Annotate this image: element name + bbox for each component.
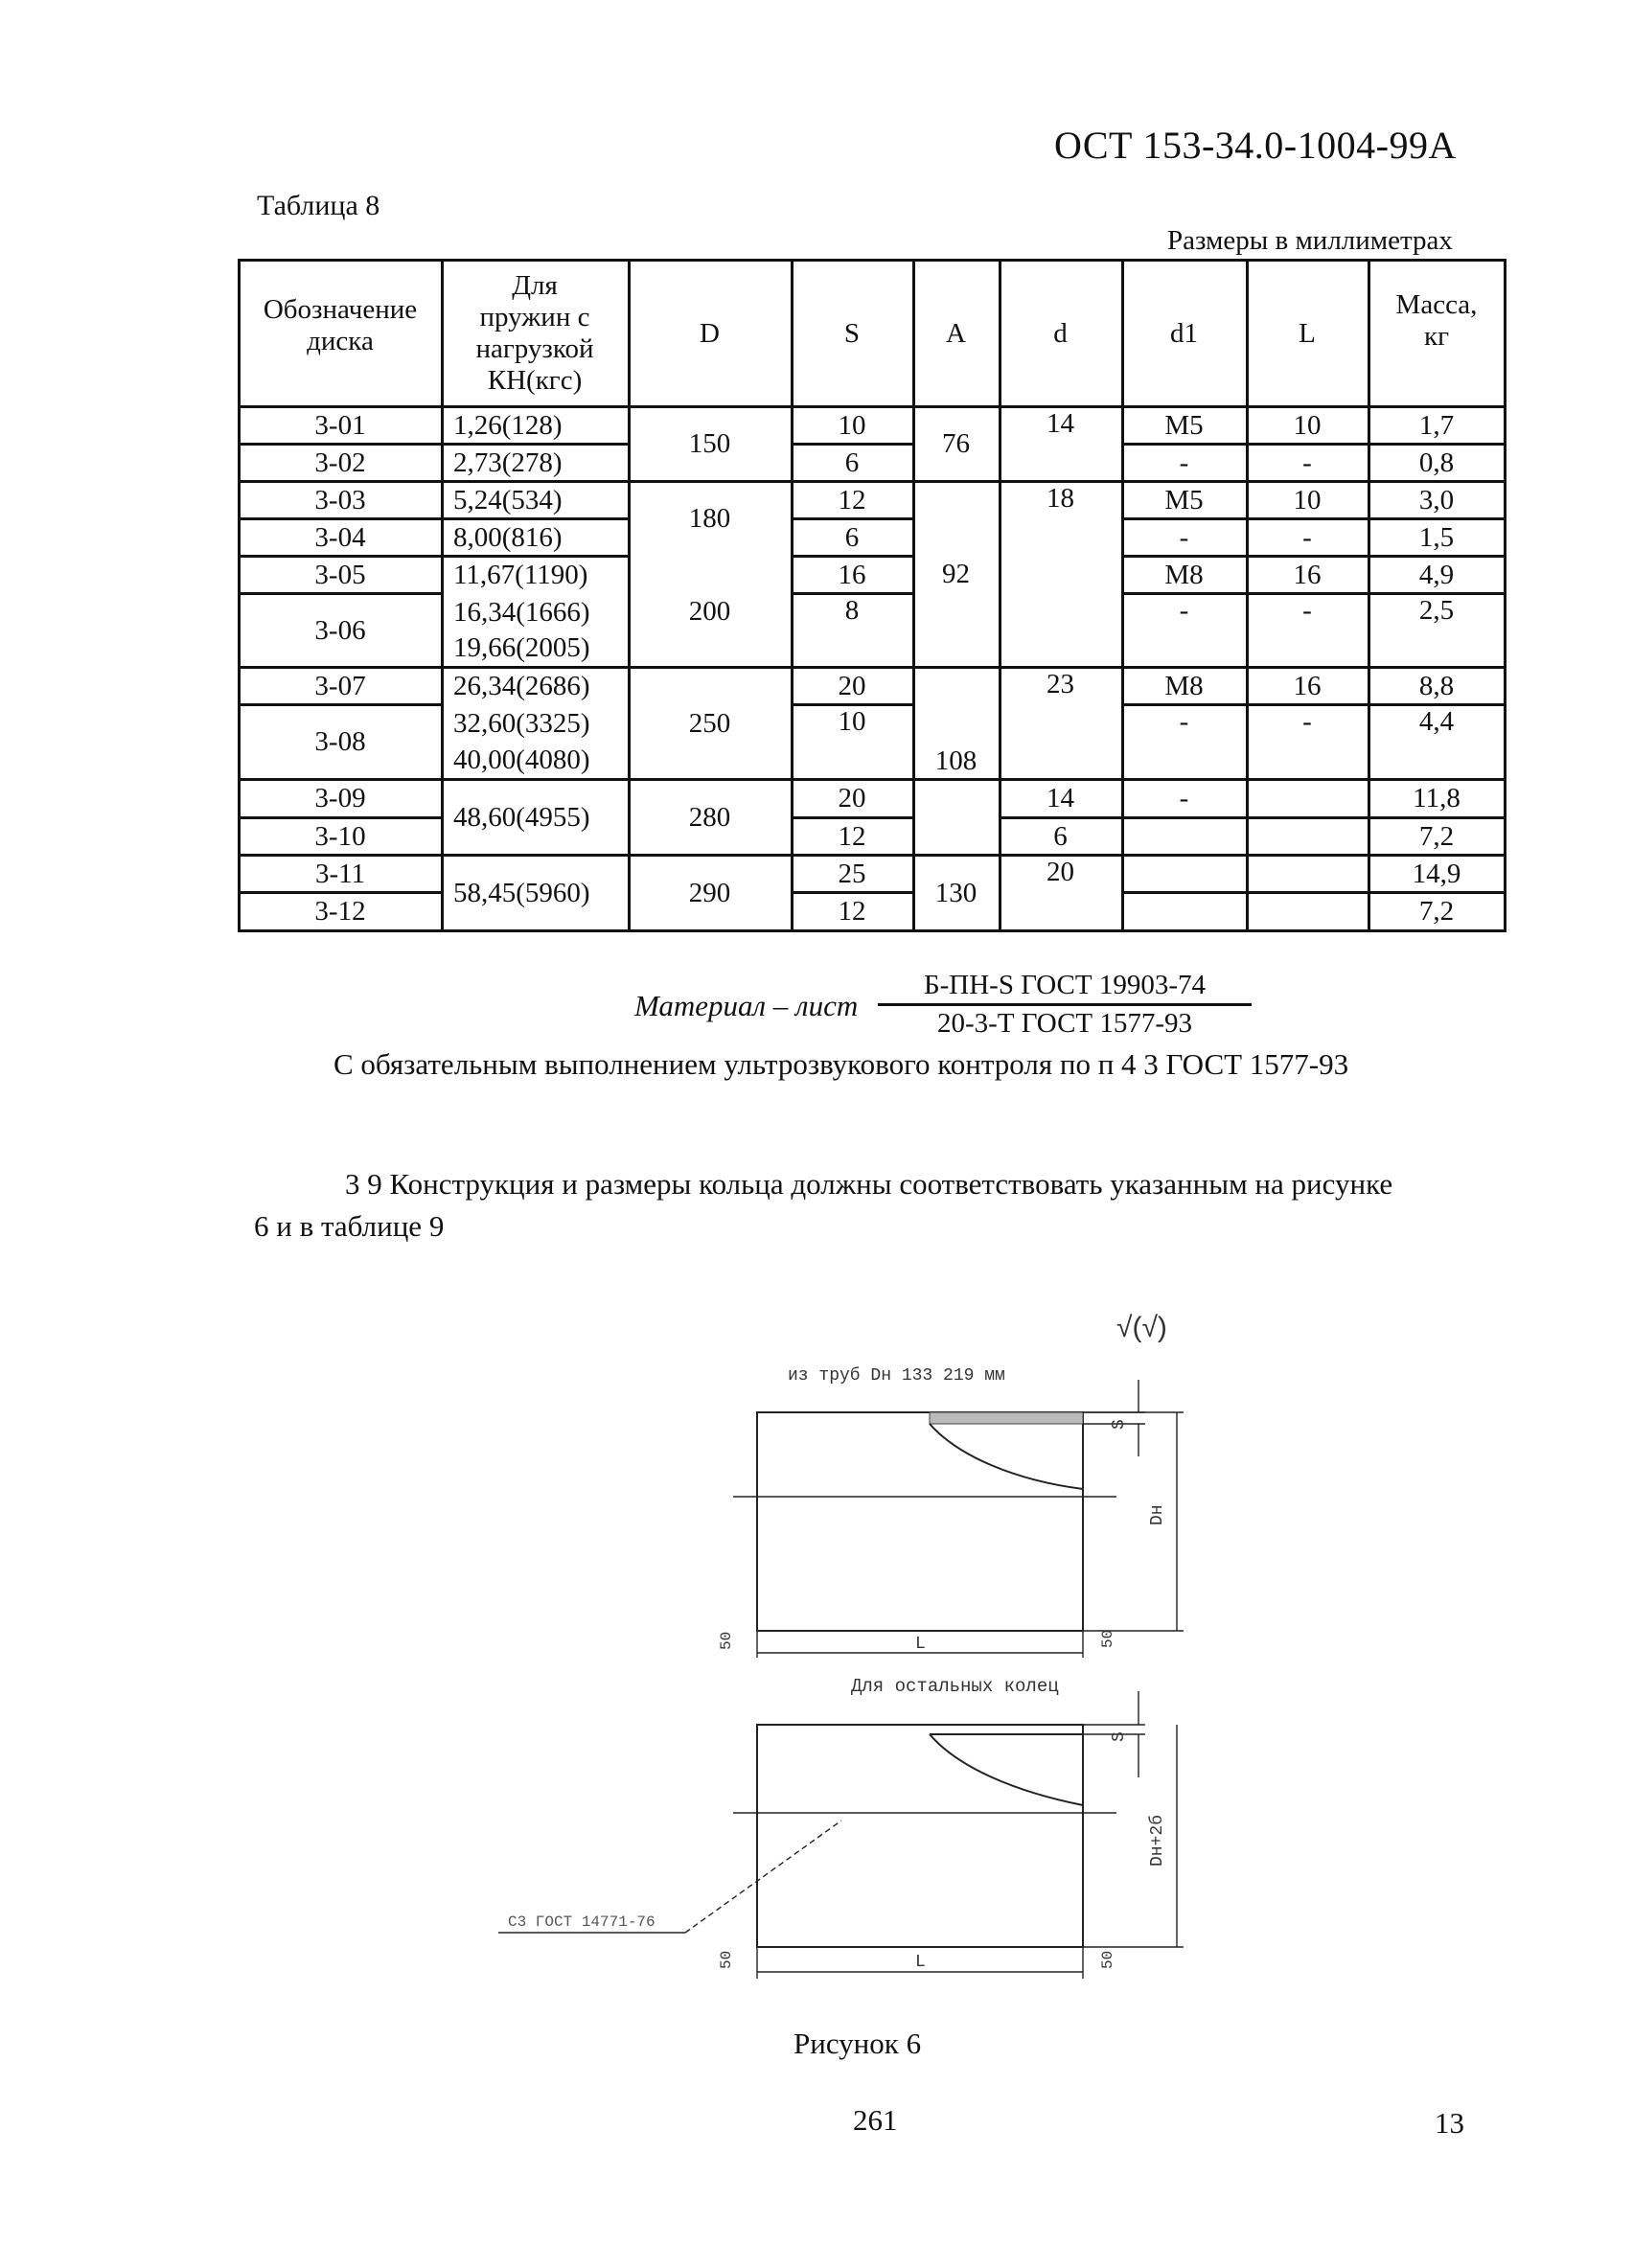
label-Dn: Dн <box>1148 1504 1167 1525</box>
label-L: L <box>915 1635 926 1654</box>
cell-mass: 11,8 <box>1413 783 1460 813</box>
figure-caption: Рисунок 6 <box>794 2027 922 2060</box>
cell-d1: - <box>1179 706 1189 737</box>
cell-D-merged: 180 <box>688 503 731 534</box>
cell-load-2: 40,00(4080) <box>453 744 590 775</box>
cell-d1: М8 <box>1164 670 1204 701</box>
cell-d1: М5 <box>1164 409 1204 441</box>
cell-mass: 1,5 <box>1418 521 1455 553</box>
cell-L: 16 <box>1293 559 1322 590</box>
header-load: Для пружин с нагрузкой КН(кгс) <box>475 270 594 396</box>
cell-S: 20 <box>838 670 866 701</box>
cell-load: 16,34(1666) <box>453 597 590 628</box>
cell-A-merged: 108 <box>934 745 978 776</box>
label-S: S <box>1110 1419 1129 1430</box>
cell-A-merged: 76 <box>942 428 970 459</box>
cell-designation: 3-10 <box>314 820 366 852</box>
cell-designation: 3-04 <box>314 521 366 553</box>
cell-designation: 3-01 <box>314 409 366 441</box>
cell-designation: 3-05 <box>314 559 366 590</box>
cell-d-merged: 20 <box>1046 857 1074 887</box>
cell-designation: 3-11 <box>314 858 366 889</box>
header-A: A <box>946 317 966 349</box>
units-note: Размеры в миллиметрах <box>1167 225 1453 256</box>
upper-break-curve <box>930 1424 1083 1489</box>
cell-L: 10 <box>1293 484 1322 515</box>
cell-load: 8,00(816) <box>453 521 563 553</box>
cell-d1: - <box>1179 447 1189 478</box>
material-numerator: Б-ПН-S ГОСТ 19903-74 <box>923 970 1207 1000</box>
weld-leader <box>685 1821 841 1933</box>
upper-hatch <box>930 1412 1083 1424</box>
table-border-bottom <box>238 929 1506 932</box>
cell-L: 10 <box>1293 409 1322 441</box>
cell-load: 5,24(534) <box>453 484 563 515</box>
cell-mass: 4,9 <box>1418 559 1455 590</box>
cell-designation: 3-06 <box>314 614 366 646</box>
cell-designation: 3-02 <box>314 447 366 478</box>
cell-L: - <box>1302 706 1312 737</box>
cell-D-merged: 290 <box>688 877 731 908</box>
cell-d1: М8 <box>1164 559 1204 590</box>
label-S-lower: S <box>1110 1731 1129 1742</box>
label-Dn2: Dн+2б <box>1148 1814 1167 1867</box>
cell-mass: 4,4 <box>1418 706 1455 737</box>
fraction-bar <box>878 1003 1252 1006</box>
cell-S: 12 <box>838 896 866 927</box>
paragraph-3-9: 3 9 Конструкция и размеры кольца должны соответствовать указанным на рисунке <box>345 1167 1393 1201</box>
cell-S: 10 <box>838 409 866 441</box>
col-line <box>1504 259 1506 932</box>
col-line <box>238 259 241 932</box>
cell-load-2: 19,66(2005) <box>453 632 590 663</box>
cell-d-merged: 23 <box>1046 669 1074 699</box>
cell-S: 6 <box>844 447 860 478</box>
cell-mass: 8,8 <box>1418 670 1455 701</box>
cell-load: 26,34(2686) <box>453 670 590 701</box>
cell-D-merged: 200 <box>688 596 731 627</box>
document-code: ОСТ 153-34.0-1004-99А <box>1054 124 1457 167</box>
cell-A-merged: 130 <box>934 877 978 908</box>
cell-mass: 2,5 <box>1418 595 1455 626</box>
cell-designation: 3-03 <box>314 484 366 515</box>
header-S: S <box>843 317 861 349</box>
cell-d1: - <box>1179 521 1189 553</box>
cell-mass: 1,7 <box>1418 409 1455 441</box>
top-caption: из труб Dн 133 219 мм <box>788 1366 1005 1386</box>
header-mass: Масса, кг <box>1395 289 1478 352</box>
label-L-lower: L <box>915 1953 926 1972</box>
cell-load-merged: 48,60(4955) <box>453 801 590 833</box>
figure-6-drawing <box>479 1303 1246 2012</box>
cell-L: - <box>1302 447 1312 478</box>
table-title: Таблица 8 <box>257 190 380 221</box>
lower-ring-outline <box>757 1725 1083 1947</box>
weld-note: С3 ГОСТ 14771-76 <box>508 1913 656 1931</box>
roughness-mark: √(√) <box>1116 1312 1167 1343</box>
cell-d-merged: 18 <box>1046 483 1074 514</box>
cell-S: 12 <box>838 820 866 852</box>
cell-A-merged: 92 <box>942 559 970 589</box>
cell-S: 12 <box>838 484 866 515</box>
cell-load-merged: 58,45(5960) <box>453 877 590 908</box>
cell-d1: - <box>1179 595 1189 626</box>
ultrasonic-note: С обязательным выполнением ультрозвукового контроля по п 4 3 ГОСТ 1577-93 <box>334 1047 1349 1081</box>
label-50: 50 <box>718 1950 735 1969</box>
header-L: L <box>1299 317 1316 349</box>
cell-load: 2,73(278) <box>453 447 563 478</box>
cell-mass: 3,0 <box>1418 484 1455 515</box>
cell-S: 6 <box>844 521 860 553</box>
cell-mass: 7,2 <box>1418 820 1455 852</box>
cell-d1: - <box>1179 783 1189 813</box>
middle-caption: Для остальных колец <box>851 1676 1059 1697</box>
cell-designation: 3-08 <box>314 726 366 757</box>
header-d1: d1 <box>1170 317 1198 349</box>
header-designation: Обозначение диска <box>263 294 418 356</box>
material-fraction <box>878 970 1252 1040</box>
cell-designation: 3-07 <box>314 670 366 701</box>
cell-D-merged: 280 <box>688 801 731 833</box>
cell-L: - <box>1302 521 1312 553</box>
header-D: D <box>700 317 720 349</box>
cell-D-merged: 150 <box>688 428 731 459</box>
cell-d-merged: 14 <box>1046 408 1074 439</box>
cell-mass: 0,8 <box>1418 447 1455 478</box>
cell-d: 6 <box>1053 820 1068 852</box>
cell-S: 16 <box>838 559 866 590</box>
material-denominator: 20-3-Т ГОСТ 1577-93 <box>936 1008 1193 1039</box>
lower-break-curve <box>930 1734 1083 1805</box>
cell-S: 20 <box>838 783 866 813</box>
paragraph-3-9-cont: 6 и в таблице 9 <box>254 1209 445 1243</box>
label-50: 50 <box>718 1631 735 1650</box>
table-8 <box>0 0 1633 958</box>
cell-mass: 7,2 <box>1418 896 1455 927</box>
cell-designation: 3-09 <box>314 783 366 813</box>
cell-designation: 3-12 <box>314 896 366 927</box>
header-d: d <box>1053 317 1068 349</box>
cell-load: 1,26(128) <box>453 409 563 441</box>
cell-load: 11,67(1190) <box>453 559 588 590</box>
cell-d1: М5 <box>1164 484 1204 515</box>
sheet-number: 13 <box>1435 2106 1464 2140</box>
cell-mass: 14,9 <box>1412 858 1461 889</box>
cell-S: 25 <box>838 858 866 889</box>
label-50: 50 <box>1099 1950 1116 1969</box>
cell-L: - <box>1302 595 1312 626</box>
material-label: Материал – лист <box>634 989 859 1022</box>
page-number: 261 <box>853 2103 898 2137</box>
cell-S: 10 <box>838 706 866 737</box>
label-50: 50 <box>1099 1629 1116 1648</box>
cell-d: 14 <box>1046 783 1074 813</box>
cell-load: 32,60(3325) <box>453 708 590 739</box>
upper-ring-outline <box>757 1412 1083 1631</box>
cell-S: 8 <box>844 595 860 626</box>
cell-D-merged: 250 <box>688 707 731 739</box>
cell-L: 16 <box>1293 670 1322 701</box>
